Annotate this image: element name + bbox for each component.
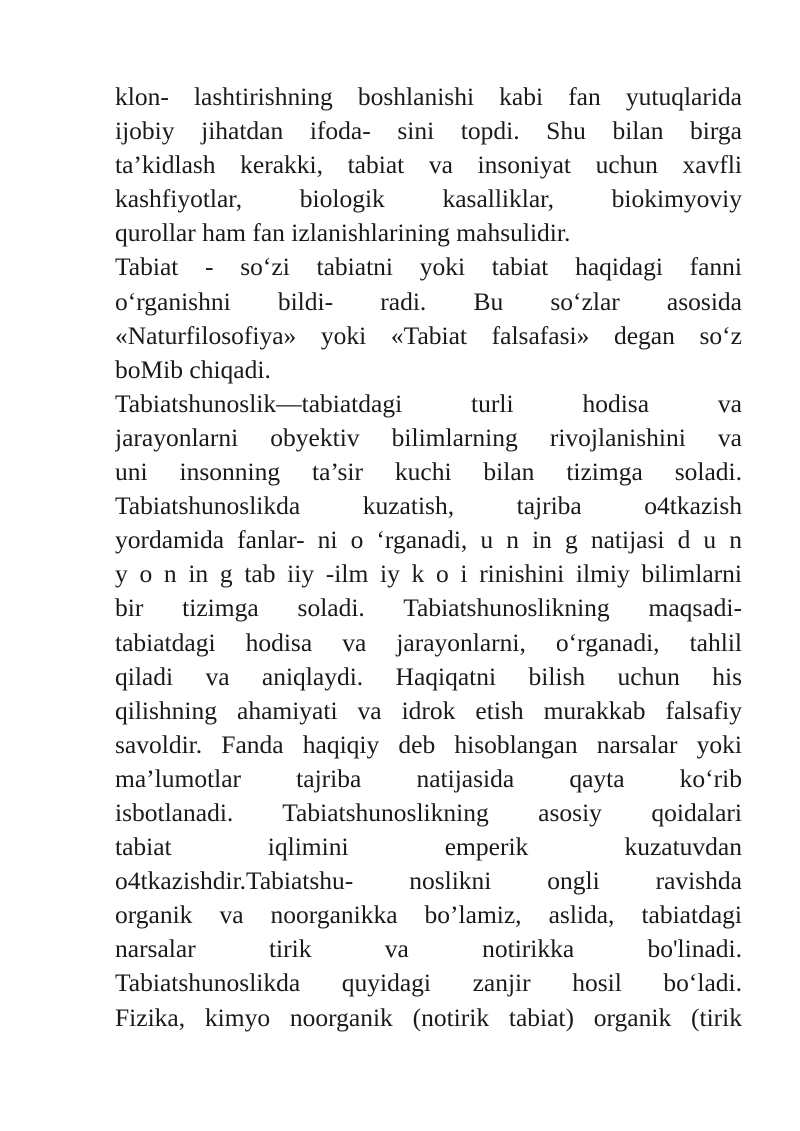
text-line: Tabiatshunoslikda quyidagi zanjir hosil bo‘ladi. <box>115 968 742 998</box>
text-line: ijobiy jihatdan ifoda- sini topdi. Shu bilan birga <box>115 116 742 146</box>
text-line: y o n in g tab iiy -ilm iy k o i rinishini ilmiy bilimlarni <box>115 559 742 589</box>
text-line: jarayonlarni obyektiv bilimlarning rivojlanishini va <box>115 422 742 452</box>
text-line: qurollar ham fan izlanishlarining mahsulidir. <box>115 218 571 248</box>
text-line: Tabiatshunoslikda kuzatish, tajriba o4tkazish <box>115 491 742 521</box>
text-line: Tabiatshunoslik—tabiatdagi turli hodisa va <box>115 388 742 418</box>
text-line: o‘rganishni bildi- radi. Bu so‘zlar asosida <box>115 286 742 316</box>
text-line: savoldir. Fanda haqiqiy deb hisoblangan narsalar yoki <box>115 729 742 759</box>
text-line: tabiat iqlimini emperik kuzatuvdan <box>115 832 742 862</box>
text-line: qiladi va aniqlaydi. Haqiqatni bilish uchun his <box>115 661 742 691</box>
text-line: Fizika, kimyo noorganik (notirik tabiat) organik (tirik <box>115 1002 742 1032</box>
text-line: Tabiat - so‘zi tabiatni yoki tabiat haqidagi fanni <box>115 252 742 282</box>
text-line: tabiatdagi hodisa va jarayonlarni, o‘rganadi, tahlil <box>115 627 742 657</box>
text-line: ta’kidlash kerakki, tabiat va insoniyat uchun xavfli <box>115 150 742 180</box>
text-line: yordamida fanlar- ni o ‘rganadi, u n in g natijasi d u n <box>115 525 742 555</box>
text-line: klon- lashtirishning boshlanishi kabi fan yutuqlarida <box>115 82 742 111</box>
text-line: isbotlanadi. Tabiatshunoslikning asosiy qoidalari <box>115 797 742 827</box>
text-line: ma’lumotlar tajriba natijasida qayta ko‘rib <box>115 763 742 793</box>
text-line: narsalar tirik va notirikka bo'linadi. <box>115 934 742 964</box>
body-text <box>115 80 742 1035</box>
text-line: kashfiyotlar, biologik kasalliklar, biokimyoviy <box>115 184 742 214</box>
text-line: qilishning ahamiyati va idrok etish murakkab falsafiy <box>115 695 742 725</box>
text-line: o4tkazishdir.Tabiatshu- noslikni ongli ravishda <box>115 866 742 896</box>
text-line: organik va noorganikka bo’lamiz, aslida, tabiatdagi <box>115 900 742 930</box>
text-line: «Naturfilosofiya» yoki «Tabiat falsafasi» degan so‘z <box>115 320 742 350</box>
text-line: bir tizimga soladi. Tabiatshunoslikning maqsadi- <box>115 593 742 623</box>
text-line: uni insonning ta’sir kuchi bilan tizimga soladi. <box>115 457 742 487</box>
text-line: boMib chiqadi. <box>115 354 271 384</box>
